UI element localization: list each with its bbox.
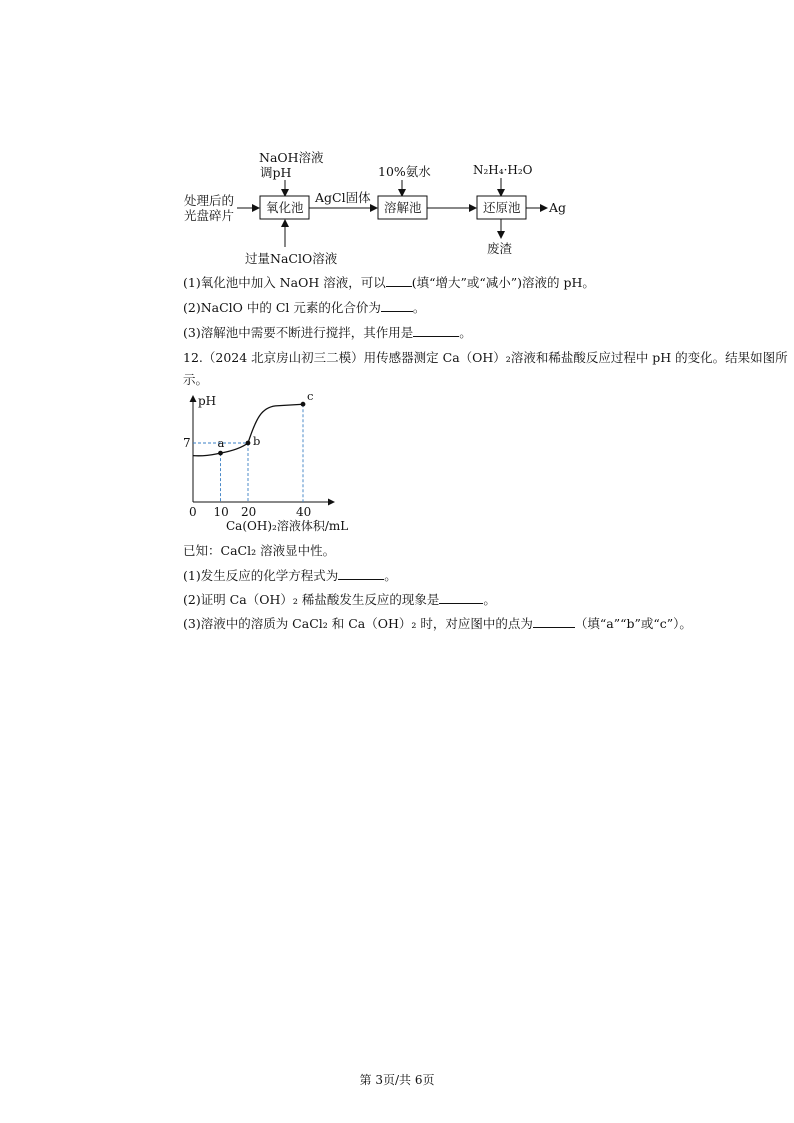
x-tick-40: 40 [296,505,312,519]
q12-part3-text-a: (3)溶液中的溶质为 CaCl₂ 和 Ca（OH）₂ 时，对应图中的点为 [183,616,533,631]
flow-input-line1: 处理后的 [184,193,235,208]
x-tick-10: 10 [213,505,229,519]
y-tick-7: 7 [183,435,191,450]
q12-part1-text-a: (1)发生反应的化学方程式为 [183,568,339,583]
x-tick-20: 20 [241,505,257,519]
q11-part1-text-a: (1)氧化池中加入 NaOH 溶液，可以 [183,275,386,290]
flow-hydrazine-label: N₂H₄·H₂O [473,163,533,177]
point-c-label: c [307,389,314,404]
point-a [218,451,223,456]
chart-y-label: pH [198,394,217,408]
q12-part1 [183,567,397,584]
x-tick-0: 0 [189,505,197,519]
q11-part3-text-b: 。 [459,325,472,340]
q11-part3-text-a: (3)溶解池中需要不断进行搅拌，其作用是 [183,325,414,340]
chart-x-label: Ca(OH)₂溶液体积/mL [226,519,349,533]
q11-part2-text-b: 。 [412,300,426,315]
flow-naclo-label: 过量NaClO溶液 [245,251,338,266]
flow-waste-label: 废渣 [487,241,513,256]
q11-part2-blank[interactable] [381,299,413,312]
page-footer: 第 3页/共 6页 [359,1073,435,1087]
flow-ammonia-label: 10%氨水 [378,164,431,179]
q11-part1 [183,274,595,291]
box-dissolve-label: 溶解池 [384,200,422,215]
q12-part3 [183,615,692,632]
q12-part2-blank[interactable] [439,591,483,604]
box-reduce-label: 还原池 [483,200,521,215]
q12-part3-blank[interactable] [533,615,575,628]
q12-known: 已知：CaCl₂ 溶液显中性。 [183,543,336,558]
q12-part2-text-b: 。 [483,592,496,607]
q11-part1-text-b: (填“增大”或“减小”)溶液的 pH。 [411,275,595,290]
flow-naoh-line1: NaOH溶液 [259,150,324,165]
ph-chart [0,388,794,538]
q12-part2-text-a: (2)证明 Ca（OH）₂ 稀盐酸发生反应的现象是 [183,592,440,607]
point-a-label: a [217,436,225,451]
q11-part2 [183,299,425,316]
q12-part1-blank[interactable] [338,567,384,580]
q11-part1-blank[interactable] [386,274,412,287]
q11-part2-text-a: (2)NaClO 中的 Cl 元素的化合价为 [183,300,381,315]
point-b-label: b [253,433,261,448]
box-oxidation-label: 氧化池 [266,200,304,215]
chart-marks [183,389,313,519]
q11-part3-blank[interactable] [413,324,459,337]
flow-input-line2: 光盘碎片 [184,208,235,223]
q11-part3 [183,324,472,341]
q12-part2 [183,591,496,608]
point-b [246,441,251,446]
point-c [301,402,306,407]
flow-product-ag: Ag [549,200,567,215]
q12-part1-text-b: 。 [384,568,397,583]
flow-agcl-label: AgCl固体 [315,190,371,205]
process-flowchart [0,0,794,270]
flow-naoh-line2: 调pH [260,165,292,180]
q12-stem-line2: 示。 [183,372,209,387]
q12-part3-text-b: （填“a”“b”或“c”）。 [574,616,692,631]
q12-stem-line1: 12.（2024 北京房山初三二模）用传感器测定 Ca（OH）₂溶液和稀盐酸反应过程中 pH 的变化。结果如图所 [183,350,788,365]
